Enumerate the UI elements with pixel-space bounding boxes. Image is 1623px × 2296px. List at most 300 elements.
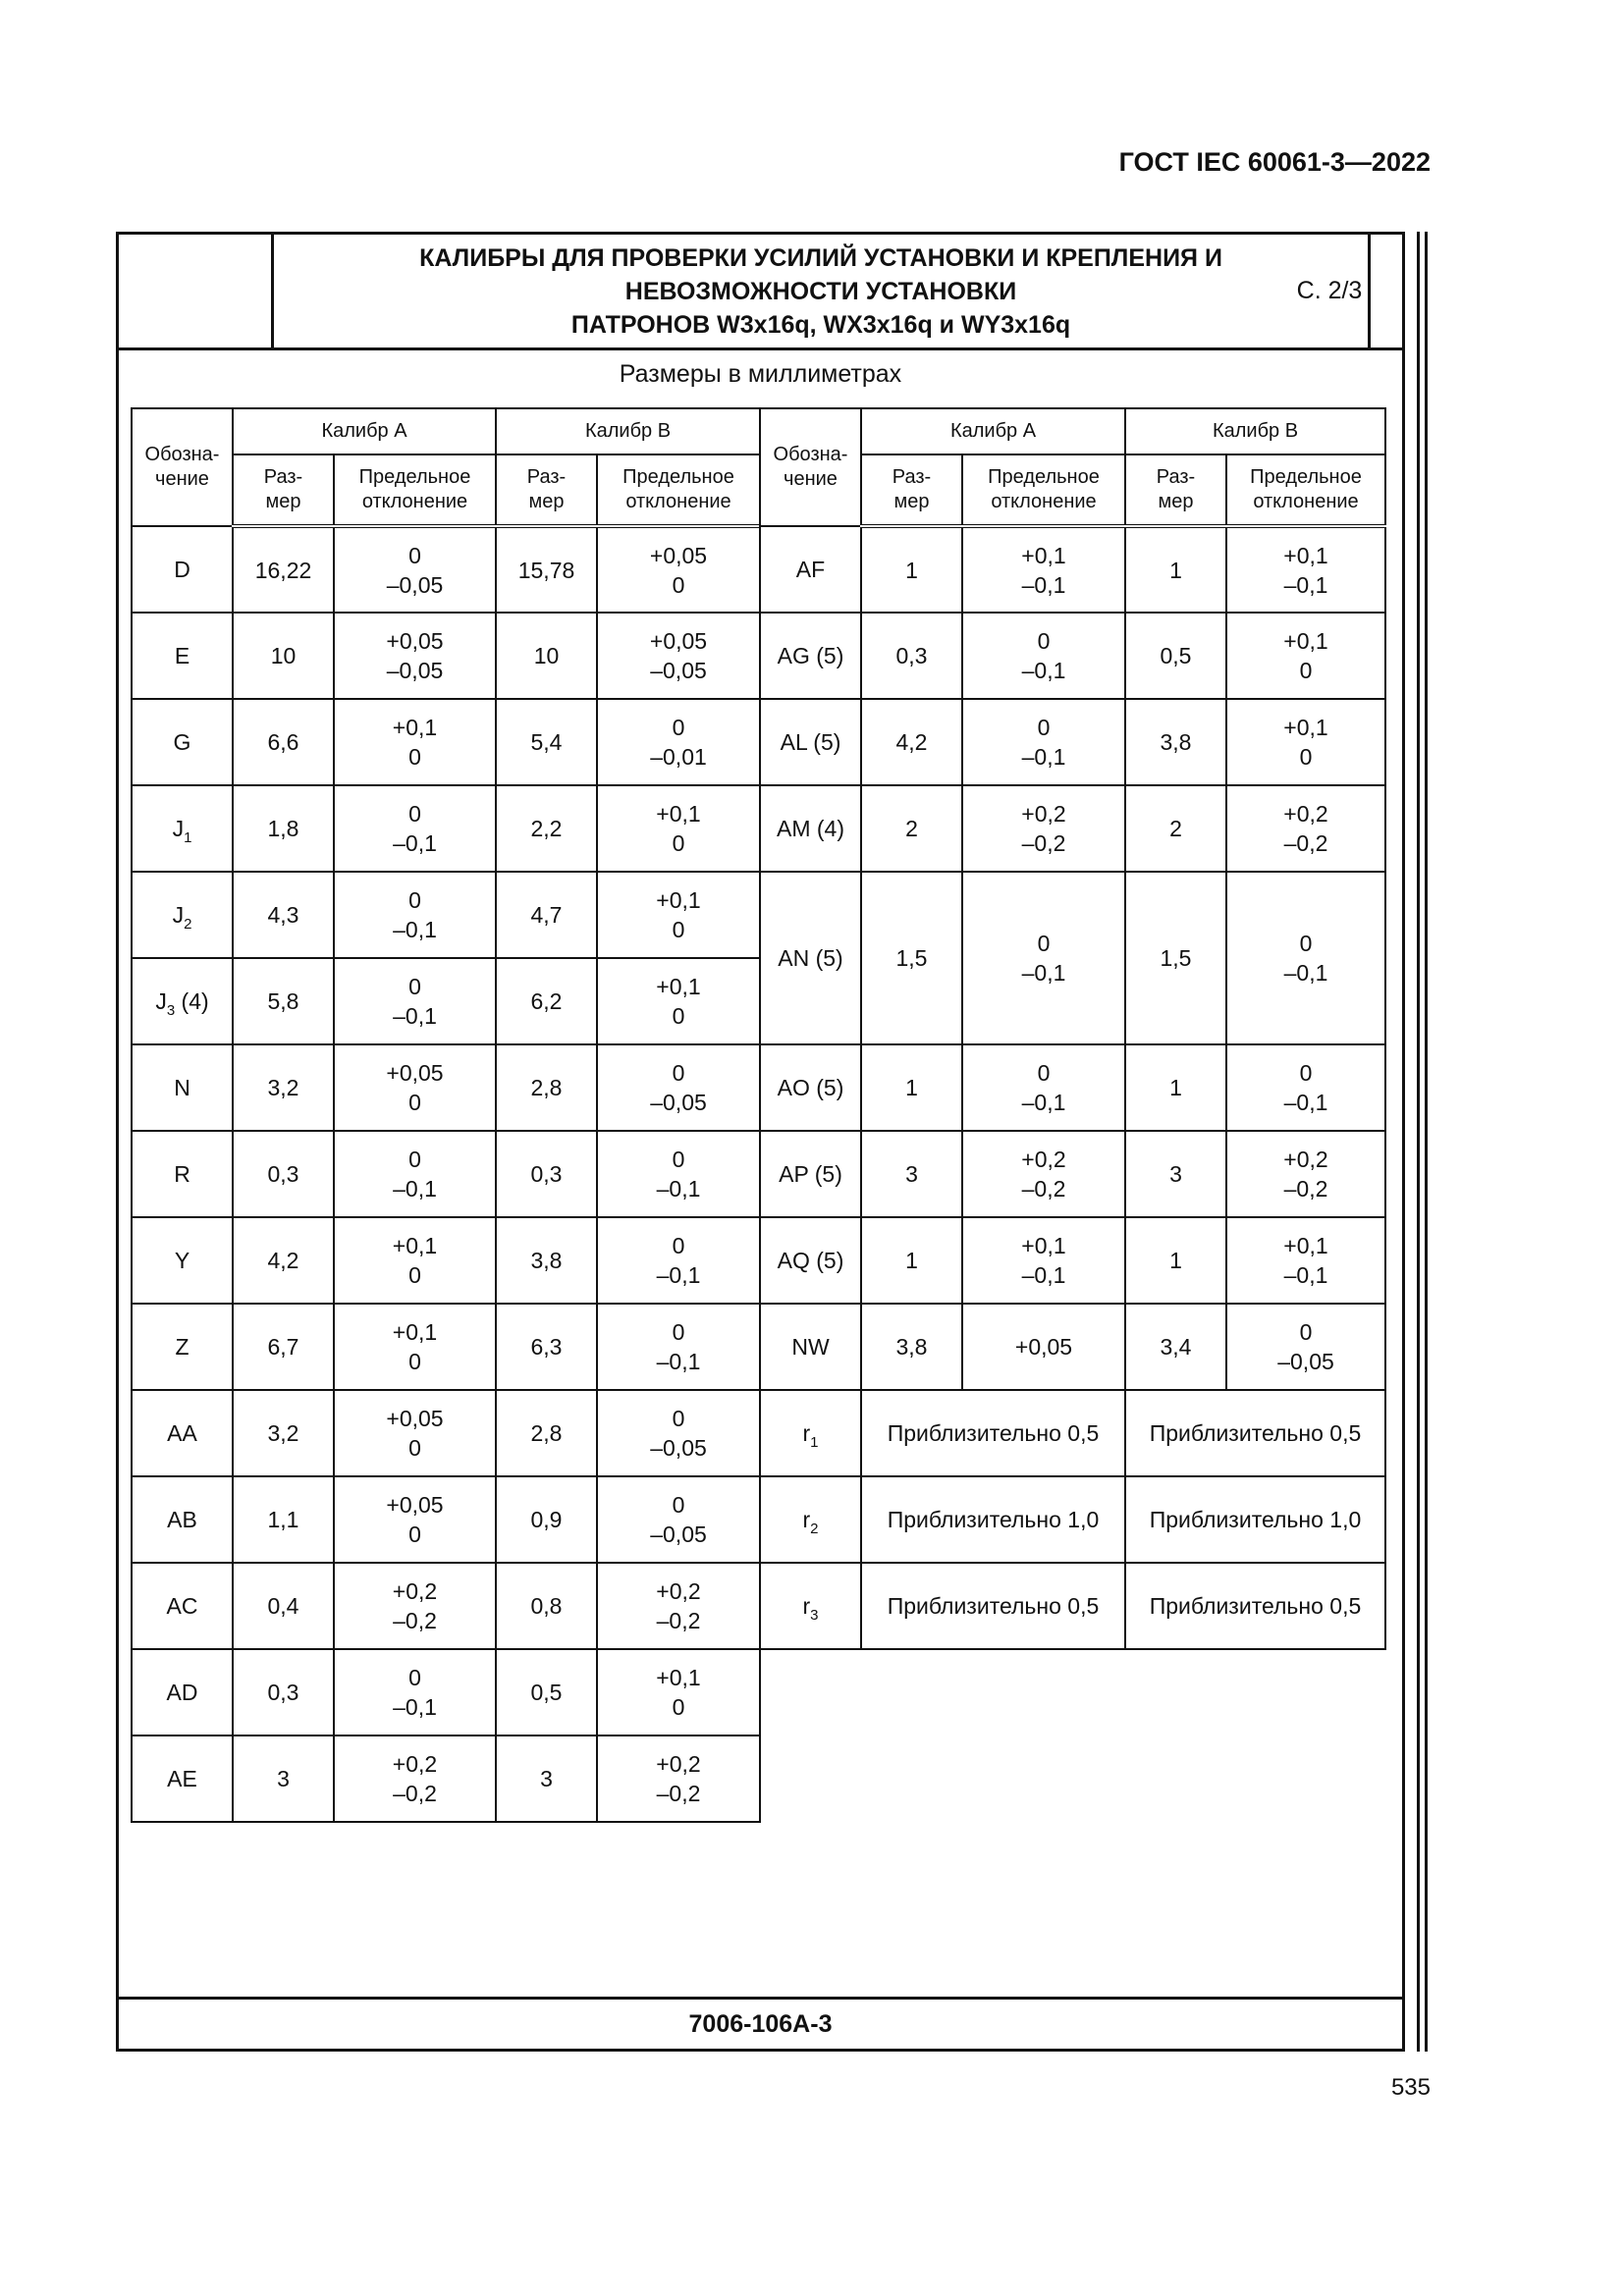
gauge-b-deviation-line: –0,05 [650, 658, 707, 683]
gauge-a-deviation-line: –0,1 [393, 1003, 437, 1029]
gauge-b-deviation-line: –0,2 [656, 1781, 701, 1806]
gauge-b-size: 3,8 [496, 1217, 597, 1304]
designation-text: R [174, 1161, 190, 1187]
designation-text: AP (5) [779, 1161, 842, 1187]
gauge-a-deviation-line: +0,1 [392, 1233, 438, 1258]
designation-cell [132, 1563, 233, 1649]
col-header-gauge-a: Калибр A [861, 408, 1125, 454]
gauge-b-deviation [1226, 526, 1385, 613]
gauge-a-size: 3,8 [861, 1304, 962, 1390]
gauge-b-deviation-line: +0,1 [1283, 1233, 1328, 1258]
gauge-b-deviation-line: 0 [1299, 1060, 1313, 1086]
designation-text: Y [174, 1248, 190, 1273]
gauge-b-deviation-line: 0 [1299, 744, 1313, 770]
gauge-a-size: 3 [861, 1131, 962, 1217]
gauge-b-deviation-line: 0 [672, 571, 685, 598]
standard-number: ГОСТ IEC 60061-3—2022 [1118, 147, 1431, 177]
gauge-b-size: 0,3 [496, 1131, 597, 1217]
designation-cell [132, 1044, 233, 1131]
gauge-b-deviation-line: –0,2 [1283, 830, 1328, 856]
title-block-left-cell [119, 235, 274, 347]
table-row [760, 1304, 1385, 1390]
col-header-size: Раз- мер [233, 454, 334, 526]
table-row [132, 1217, 760, 1304]
gauge-a-deviation-line: –0,1 [393, 1176, 437, 1201]
gauge-a-deviation-line: 0 [408, 1090, 421, 1115]
gauge-b-deviation-line: 0 [672, 1492, 685, 1518]
gauge-b-size: 0,8 [496, 1563, 597, 1649]
table-row [760, 526, 1385, 613]
gauge-b-deviation-line: +0,2 [656, 1751, 701, 1777]
gauge-a-deviation [334, 1563, 496, 1649]
gauge-b-deviation [597, 699, 760, 785]
gauge-b-deviation-line: 0 [672, 830, 685, 856]
gauge-b-deviation-line: –0,2 [1283, 1176, 1328, 1201]
gauge-a-deviation [962, 1304, 1125, 1390]
gauge-b-deviation-line: +0,1 [1283, 628, 1328, 654]
gauge-a-deviation-line: 0 [1037, 1060, 1051, 1086]
gauge-a-deviation-line: +0,05 [386, 1406, 444, 1431]
gauge-a-deviation-line: –0,1 [393, 830, 437, 856]
gauge-a-deviation [962, 872, 1125, 1044]
table-row [760, 699, 1385, 785]
designation-text: AD [166, 1680, 198, 1705]
gauge-b-deviation-line: 0 [672, 1406, 685, 1431]
gauge-a-deviation [334, 1304, 496, 1390]
gauge-a-deviation-line: –0,1 [1021, 960, 1066, 986]
gauge-b-deviation-line: –0,1 [1283, 1262, 1328, 1288]
gauge-b-deviation [597, 1563, 760, 1649]
gauge-a-deviation-line: 0 [408, 1522, 421, 1547]
gauge-a-deviation-line: –0,1 [1021, 1090, 1066, 1115]
col-header-deviation: Предельное отклонение [1226, 454, 1385, 526]
gauge-b-size: 1 [1125, 1217, 1226, 1304]
designation-subscript: 1 [184, 829, 192, 846]
gauge-a-deviation [962, 1044, 1125, 1131]
gauge-b-deviation-line: +0,1 [656, 1665, 701, 1690]
designation-subscript: 3 [166, 1002, 176, 1019]
gauge-a-deviation-line: +0,05 [386, 628, 444, 654]
gauge-b-size: 4,7 [496, 872, 597, 958]
designation-cell [760, 785, 861, 872]
gauge-b-deviation-line: 0 [672, 1233, 685, 1258]
designation-text: AA [167, 1420, 197, 1446]
table-row [132, 613, 760, 699]
gauge-a-deviation-line: –0,1 [1021, 1262, 1066, 1288]
sheet-number: С. 2/3 [1296, 277, 1363, 304]
gauge-b-deviation-line: +0,1 [1283, 542, 1328, 568]
gauge-b-size: 0,5 [496, 1649, 597, 1735]
designation-cell [760, 872, 861, 1044]
gauge-a-deviation [334, 613, 496, 699]
table-row [132, 958, 760, 1044]
designation-text: Z [175, 1334, 189, 1360]
gauge-b-size: 15,78 [496, 526, 597, 613]
designation-text: J [172, 816, 185, 841]
col-header-gauge-b: Калибр B [1125, 408, 1385, 454]
gauge-b-deviation-line: –0,1 [656, 1262, 701, 1288]
table-row [760, 872, 1385, 958]
designation-text: G [173, 729, 191, 755]
designation-subscript: 1 [810, 1434, 819, 1451]
designation-text: r [802, 1420, 811, 1446]
gauge-a-approx-value: Приблизительно 0,5 [861, 1563, 1125, 1649]
designation-subscript: 3 [810, 1607, 819, 1624]
gauge-a-deviation-line: –0,1 [393, 917, 437, 942]
designation-cell [760, 613, 861, 699]
gauge-a-deviation-line: –0,1 [1021, 744, 1066, 770]
col-header-size: Раз- мер [861, 454, 962, 526]
gauge-b-size: 2 [1125, 785, 1226, 872]
designation-cell [760, 526, 861, 613]
gauge-b-size: 1,5 [1125, 872, 1226, 1044]
gauge-a-deviation [334, 785, 496, 872]
col-header-deviation: Предельное отклонение [597, 454, 760, 526]
designation-text: AM (4) [777, 816, 844, 841]
gauge-a-deviation-line: +0,1 [392, 715, 438, 740]
gauge-a-deviation-line: +0,05 [386, 1060, 444, 1086]
gauge-a-deviation-line: +0,05 [386, 1492, 444, 1518]
gauge-a-deviation-line: 0 [408, 1349, 421, 1374]
designation-text: N [174, 1075, 190, 1100]
designation-cell [760, 1476, 861, 1563]
dimensions-table-right [759, 407, 1386, 1650]
col-header-deviation: Предельное отклонение [334, 454, 496, 526]
gauge-a-deviation-line: 0 [408, 1262, 421, 1288]
gauge-b-deviation [597, 872, 760, 958]
designation-subscript: 2 [810, 1521, 819, 1537]
gauge-a-deviation [334, 872, 496, 958]
gauge-a-size: 1,5 [861, 872, 962, 1044]
table-row [132, 699, 760, 785]
gauge-a-deviation-line: –0,1 [1021, 571, 1066, 598]
designation-text: AO (5) [777, 1075, 844, 1100]
designation-text: AE [167, 1766, 197, 1791]
gauge-a-size: 4,2 [233, 1217, 334, 1304]
table-row [760, 1476, 1385, 1563]
title-block [119, 235, 1402, 350]
gauge-b-deviation [597, 1044, 760, 1131]
gauge-a-deviation-line: 0 [408, 801, 421, 827]
designation-cell [132, 613, 233, 699]
gauge-a-deviation-line: +0,05 [1014, 1334, 1073, 1360]
gauge-b-deviation-line: –0,1 [1283, 1090, 1328, 1115]
gauge-a-deviation-line: +0,1 [1021, 1233, 1066, 1258]
designation-text: AB [167, 1507, 197, 1532]
gauge-a-approx-value: Приблизительно 0,5 [861, 1390, 1125, 1476]
table-row [132, 872, 760, 958]
title-line-2: НЕВОЗМОЖНОСТИ УСТАНОВКИ [624, 277, 1017, 305]
gauge-a-deviation-line: 0 [408, 744, 421, 770]
gauge-a-deviation-line: –0,1 [393, 1694, 437, 1720]
gauge-a-deviation [962, 1217, 1125, 1304]
designation-cell [132, 526, 233, 613]
gauge-a-deviation [334, 1390, 496, 1476]
gauge-a-deviation-line: –0,05 [386, 571, 444, 598]
designation-cell [760, 1390, 861, 1476]
designation-text: r [802, 1507, 811, 1532]
designation-text: AF [795, 557, 826, 582]
gauge-a-deviation [334, 699, 496, 785]
gauge-a-size: 3 [233, 1735, 334, 1822]
frame-edge-line [1417, 232, 1420, 2052]
gauge-b-size: 2,2 [496, 785, 597, 872]
gauge-b-size: 3,8 [1125, 699, 1226, 785]
gauge-a-deviation-line: –0,2 [393, 1781, 437, 1806]
gauge-b-deviation [1226, 699, 1385, 785]
designation-cell [760, 699, 861, 785]
table-row [132, 1304, 760, 1390]
table-row [132, 1131, 760, 1217]
gauge-a-deviation-line: 0 [408, 974, 421, 999]
gauge-a-deviation-line: 0 [408, 1665, 421, 1690]
gauge-a-deviation-line: –0,2 [1021, 830, 1066, 856]
gauge-b-deviation-line: +0,2 [1283, 801, 1328, 827]
gauge-b-deviation [597, 1131, 760, 1217]
gauge-a-deviation-line: –0,2 [1021, 1176, 1066, 1201]
designation-cell [132, 699, 233, 785]
gauge-b-deviation-line: +0,1 [656, 801, 701, 827]
gauge-b-deviation [1226, 785, 1385, 872]
gauge-b-deviation-line: +0,1 [1283, 715, 1328, 740]
gauge-a-deviation [334, 526, 496, 613]
gauge-b-deviation [1226, 872, 1385, 1044]
gauge-b-size: 1 [1125, 1044, 1226, 1131]
gauge-a-size: 10 [233, 613, 334, 699]
gauge-a-size: 0,3 [233, 1131, 334, 1217]
designation-text: AL (5) [780, 729, 841, 755]
gauge-b-approx-value: Приблизительно 0,5 [1125, 1390, 1385, 1476]
gauge-b-size: 5,4 [496, 699, 597, 785]
gauge-b-deviation-line: –0,1 [656, 1176, 701, 1201]
table-row [132, 1476, 760, 1563]
gauge-b-deviation [1226, 1044, 1385, 1131]
gauge-a-size: 3,2 [233, 1390, 334, 1476]
gauge-b-deviation-line: +0,1 [656, 887, 701, 913]
gauge-b-deviation-line: –0,05 [1277, 1349, 1334, 1374]
table-row [760, 613, 1385, 699]
gauge-a-deviation [962, 699, 1125, 785]
gauge-b-deviation [597, 613, 760, 699]
designation-cell [760, 1044, 861, 1131]
col-header-designation: Обозна- чение [760, 408, 861, 526]
designation-cell [132, 785, 233, 872]
gauge-b-deviation [597, 1304, 760, 1390]
designation-text: J [172, 902, 185, 928]
gauge-a-size: 3,2 [233, 1044, 334, 1131]
page-number: 535 [1390, 2074, 1431, 2101]
gauge-a-deviation [334, 1649, 496, 1735]
gauge-b-deviation [597, 1390, 760, 1476]
gauge-a-size: 0,3 [233, 1649, 334, 1735]
gauge-a-deviation-line: +0,1 [1021, 542, 1066, 568]
gauge-b-deviation [597, 1649, 760, 1735]
table-row [760, 1131, 1385, 1217]
gauge-a-deviation-line: +0,2 [392, 1578, 438, 1604]
table-row [132, 526, 760, 613]
gauge-a-deviation [334, 958, 496, 1044]
designation-text: NW [791, 1334, 830, 1360]
gauge-b-deviation-line: +0,05 [649, 628, 708, 654]
gauge-a-size: 5,8 [233, 958, 334, 1044]
gauge-b-deviation [1226, 1217, 1385, 1304]
table-row [132, 1044, 760, 1131]
gauge-a-approx-value: Приблизительно 1,0 [861, 1476, 1125, 1563]
table-row [132, 1649, 760, 1735]
gauge-a-deviation-line: 0 [408, 1435, 421, 1461]
gauge-a-deviation-line: –0,05 [386, 658, 444, 683]
gauge-b-deviation-line: +0,05 [649, 542, 708, 568]
table-row [760, 1217, 1385, 1304]
gauge-b-size: 0,9 [496, 1476, 597, 1563]
table-row [760, 1044, 1385, 1131]
col-header-designation: Обозна- чение [132, 408, 233, 526]
gauge-a-deviation-line: 0 [1037, 931, 1051, 956]
designation-cell [132, 872, 233, 958]
gauge-b-deviation [597, 1217, 760, 1304]
gauge-a-deviation [962, 1131, 1125, 1217]
gauge-b-deviation-line: +0,2 [1283, 1147, 1328, 1172]
units-note: Размеры в миллиметрах [619, 360, 902, 388]
designation-text: AC [166, 1593, 198, 1619]
table-row [132, 1735, 760, 1822]
gauge-a-deviation-line: +0,2 [1021, 801, 1066, 827]
gauge-a-deviation-line: –0,2 [393, 1608, 437, 1633]
designation-text: AQ (5) [777, 1248, 844, 1273]
gauge-b-deviation-line: +0,2 [656, 1578, 701, 1604]
gauge-b-deviation-line: –0,2 [656, 1608, 701, 1633]
gauge-b-deviation-line: 0 [672, 1060, 685, 1086]
designation-note: (4) [175, 988, 209, 1014]
gauge-a-deviation-line: 0 [1037, 628, 1051, 654]
designation-cell [132, 1735, 233, 1822]
gauge-a-deviation-line: +0,2 [1021, 1147, 1066, 1172]
designation-cell [760, 1563, 861, 1649]
gauge-a-deviation-line: 0 [408, 887, 421, 913]
gauge-b-approx-value: Приблизительно 1,0 [1125, 1476, 1385, 1563]
gauge-b-size: 2,8 [496, 1390, 597, 1476]
gauge-b-deviation-line: 0 [672, 1147, 685, 1172]
gauge-b-size: 2,8 [496, 1044, 597, 1131]
gauge-a-deviation [962, 613, 1125, 699]
gauge-b-deviation-line: 0 [672, 1319, 685, 1345]
frame-edge-line [1425, 232, 1428, 2052]
gauge-a-deviation-line: +0,2 [392, 1751, 438, 1777]
gauge-b-deviation-line: 0 [1299, 1319, 1313, 1345]
designation-text: r [802, 1593, 811, 1619]
drawing-code: 7006-106А-3 [119, 1997, 1402, 2049]
designation-text: AG (5) [777, 643, 844, 668]
gauge-a-size: 6,7 [233, 1304, 334, 1390]
designation-subscript: 2 [184, 916, 192, 933]
gauge-a-deviation [334, 1131, 496, 1217]
gauge-a-size: 1,8 [233, 785, 334, 872]
gauge-b-deviation [597, 958, 760, 1044]
col-header-size: Раз- мер [1125, 454, 1226, 526]
gauge-a-deviation [334, 1217, 496, 1304]
table-row [760, 1390, 1385, 1476]
designation-cell [760, 1304, 861, 1390]
gauge-a-size: 1 [861, 526, 962, 613]
table-row [132, 1563, 760, 1649]
gauge-a-size: 1 [861, 1217, 962, 1304]
sheet-title [274, 235, 1371, 347]
gauge-b-size: 3 [496, 1735, 597, 1822]
col-header-gauge-a: Калибр A [233, 408, 496, 454]
gauge-a-size: 4,2 [861, 699, 962, 785]
gauge-b-deviation-line: –0,1 [656, 1349, 701, 1374]
title-line-1: КАЛИБРЫ ДЛЯ ПРОВЕРКИ УСИЛИЙ УСТАНОВКИ И КРЕПЛЕНИЯ И [419, 243, 1222, 272]
designation-text: AN (5) [778, 945, 843, 971]
designation-cell [132, 958, 233, 1044]
gauge-b-deviation-line: –0,05 [650, 1522, 707, 1547]
gauge-b-deviation-line: 0 [1299, 931, 1313, 956]
dimensions-table-left [131, 407, 761, 1823]
col-header-size: Раз- мер [496, 454, 597, 526]
gauge-b-deviation-line: 0 [672, 1003, 685, 1029]
designation-cell [132, 1649, 233, 1735]
gauge-b-deviation [1226, 1304, 1385, 1390]
table-row [760, 1563, 1385, 1649]
gauge-b-size: 3,4 [1125, 1304, 1226, 1390]
gauge-b-deviation-line: +0,1 [656, 974, 701, 999]
gauge-b-deviation-line: –0,05 [650, 1435, 707, 1461]
gauge-b-deviation [1226, 613, 1385, 699]
designation-cell [760, 1217, 861, 1304]
col-header-gauge-b: Калибр B [496, 408, 760, 454]
gauge-b-size: 1 [1125, 526, 1226, 613]
gauge-b-deviation [1226, 1131, 1385, 1217]
gauge-b-deviation [597, 785, 760, 872]
gauge-b-deviation-line: –0,1 [1283, 571, 1328, 598]
designation-cell [132, 1304, 233, 1390]
gauge-a-deviation [334, 1735, 496, 1822]
gauge-a-size: 16,22 [233, 526, 334, 613]
title-line-3: ПАТРОНОВ W3x16q, WX3x16q и WY3x16q [570, 310, 1071, 339]
gauge-b-size: 0,5 [1125, 613, 1226, 699]
gauge-b-approx-value: Приблизительно 0,5 [1125, 1563, 1385, 1649]
gauge-b-size: 6,2 [496, 958, 597, 1044]
designation-text: D [174, 557, 190, 582]
gauge-a-deviation [334, 1044, 496, 1131]
gauge-b-deviation [597, 1735, 760, 1822]
designation-cell [132, 1476, 233, 1563]
table-row [132, 785, 760, 872]
gauge-a-deviation-line: +0,1 [392, 1319, 438, 1345]
designation-cell [132, 1131, 233, 1217]
gauge-a-size: 6,6 [233, 699, 334, 785]
gauge-a-deviation-line: –0,1 [1021, 658, 1066, 683]
gauge-b-deviation-line: 0 [672, 917, 685, 942]
gauge-b-deviation-line: 0 [672, 715, 685, 740]
gauge-b-size: 6,3 [496, 1304, 597, 1390]
gauge-b-deviation-line: 0 [1299, 658, 1313, 683]
designation-cell [132, 1390, 233, 1476]
gauge-a-size: 1 [861, 1044, 962, 1131]
designation-cell [760, 1131, 861, 1217]
gauge-a-size: 0,3 [861, 613, 962, 699]
gauge-b-deviation-line: –0,1 [1283, 960, 1328, 986]
gauge-a-size: 0,4 [233, 1563, 334, 1649]
designation-text: J [155, 988, 167, 1014]
designation-cell [132, 1217, 233, 1304]
gauge-b-deviation-line: 0 [672, 1694, 685, 1720]
gauge-a-deviation [962, 785, 1125, 872]
gauge-b-deviation-line: –0,01 [650, 744, 707, 770]
designation-text: E [174, 643, 190, 668]
gauge-a-deviation [962, 526, 1125, 613]
table-row [132, 1390, 760, 1476]
